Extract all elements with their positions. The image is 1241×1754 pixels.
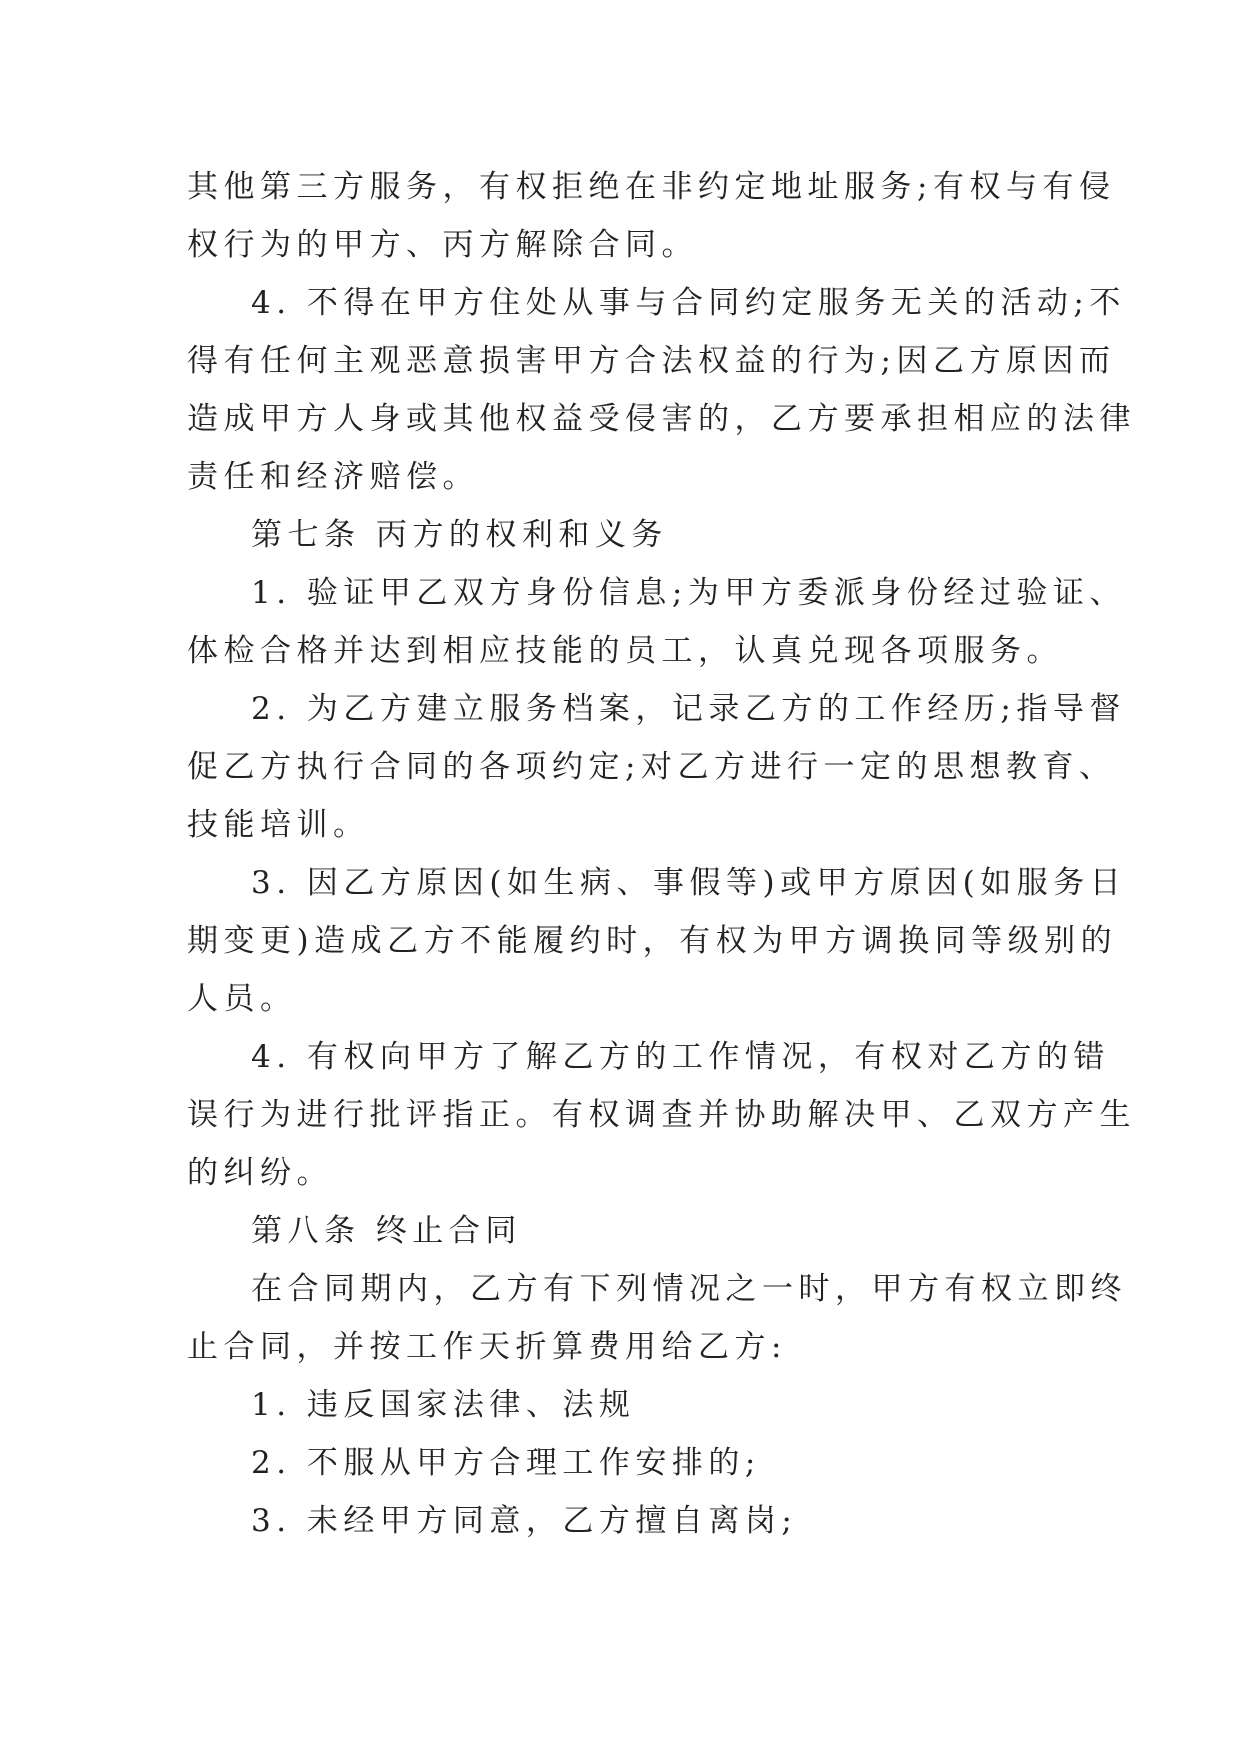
text-line: 4. 不得在甲方住处从事与合同约定服务无关的活动;不 xyxy=(251,285,1126,321)
section-heading: 第八条 终止合同 xyxy=(251,1213,522,1249)
text-line: 1. 验证甲乙双方身份信息;为甲方委派身份经过验证、 xyxy=(251,575,1126,611)
text-line: 体检合格并达到相应技能的员工，认真兑现各项服务。 xyxy=(187,633,1063,669)
text-line: 在合同期内，乙方有下列情况之一时，甲方有权立即终 xyxy=(251,1271,1127,1307)
text-line: 造成甲方人身或其他权益受侵害的，乙方要承担相应的法律 xyxy=(187,401,1136,437)
text-line: 其他第三方服务，有权拒绝在非约定地址服务;有权与有侵 xyxy=(187,169,1116,205)
text-line: 权行为的甲方、丙方解除合同。 xyxy=(187,227,698,263)
text-line: 责任和经济赔偿。 xyxy=(187,459,479,495)
text-line: 3. 因乙方原因(如生病、事假等)或甲方原因(如服务日 xyxy=(251,865,1127,901)
list-item: 3. 未经甲方同意，乙方擅自离岗; xyxy=(251,1503,798,1539)
text-line: 误行为进行批评指正。有权调查并协助解决甲、乙双方产生 xyxy=(187,1097,1136,1133)
list-item: 1. 违反国家法律、法规 xyxy=(251,1387,636,1423)
document-body xyxy=(187,158,1136,1550)
text-line: 人员。 xyxy=(187,981,297,1017)
text-line: 技能培训。 xyxy=(187,807,370,843)
text-line: 期变更)造成乙方不能履约时，有权为甲方调换同等级别的 xyxy=(187,923,1118,959)
text-line: 的纠纷。 xyxy=(187,1155,333,1191)
text-line: 得有任何主观恶意损害甲方合法权益的行为;因乙方原因而 xyxy=(187,343,1116,379)
text-line: 止合同，并按工作天折算费用给乙方: xyxy=(187,1329,787,1365)
text-line: 2. 为乙方建立服务档案，记录乙方的工作经历;指导督 xyxy=(251,691,1126,727)
section-heading: 第七条 丙方的权利和义务 xyxy=(251,517,668,553)
text-line: 促乙方执行合同的各项约定;对乙方进行一定的思想教育、 xyxy=(187,749,1116,785)
list-item: 2. 不服从甲方合理工作安排的; xyxy=(251,1445,761,1481)
text-line: 4. 有权向甲方了解乙方的工作情况，有权对乙方的错 xyxy=(251,1039,1110,1075)
